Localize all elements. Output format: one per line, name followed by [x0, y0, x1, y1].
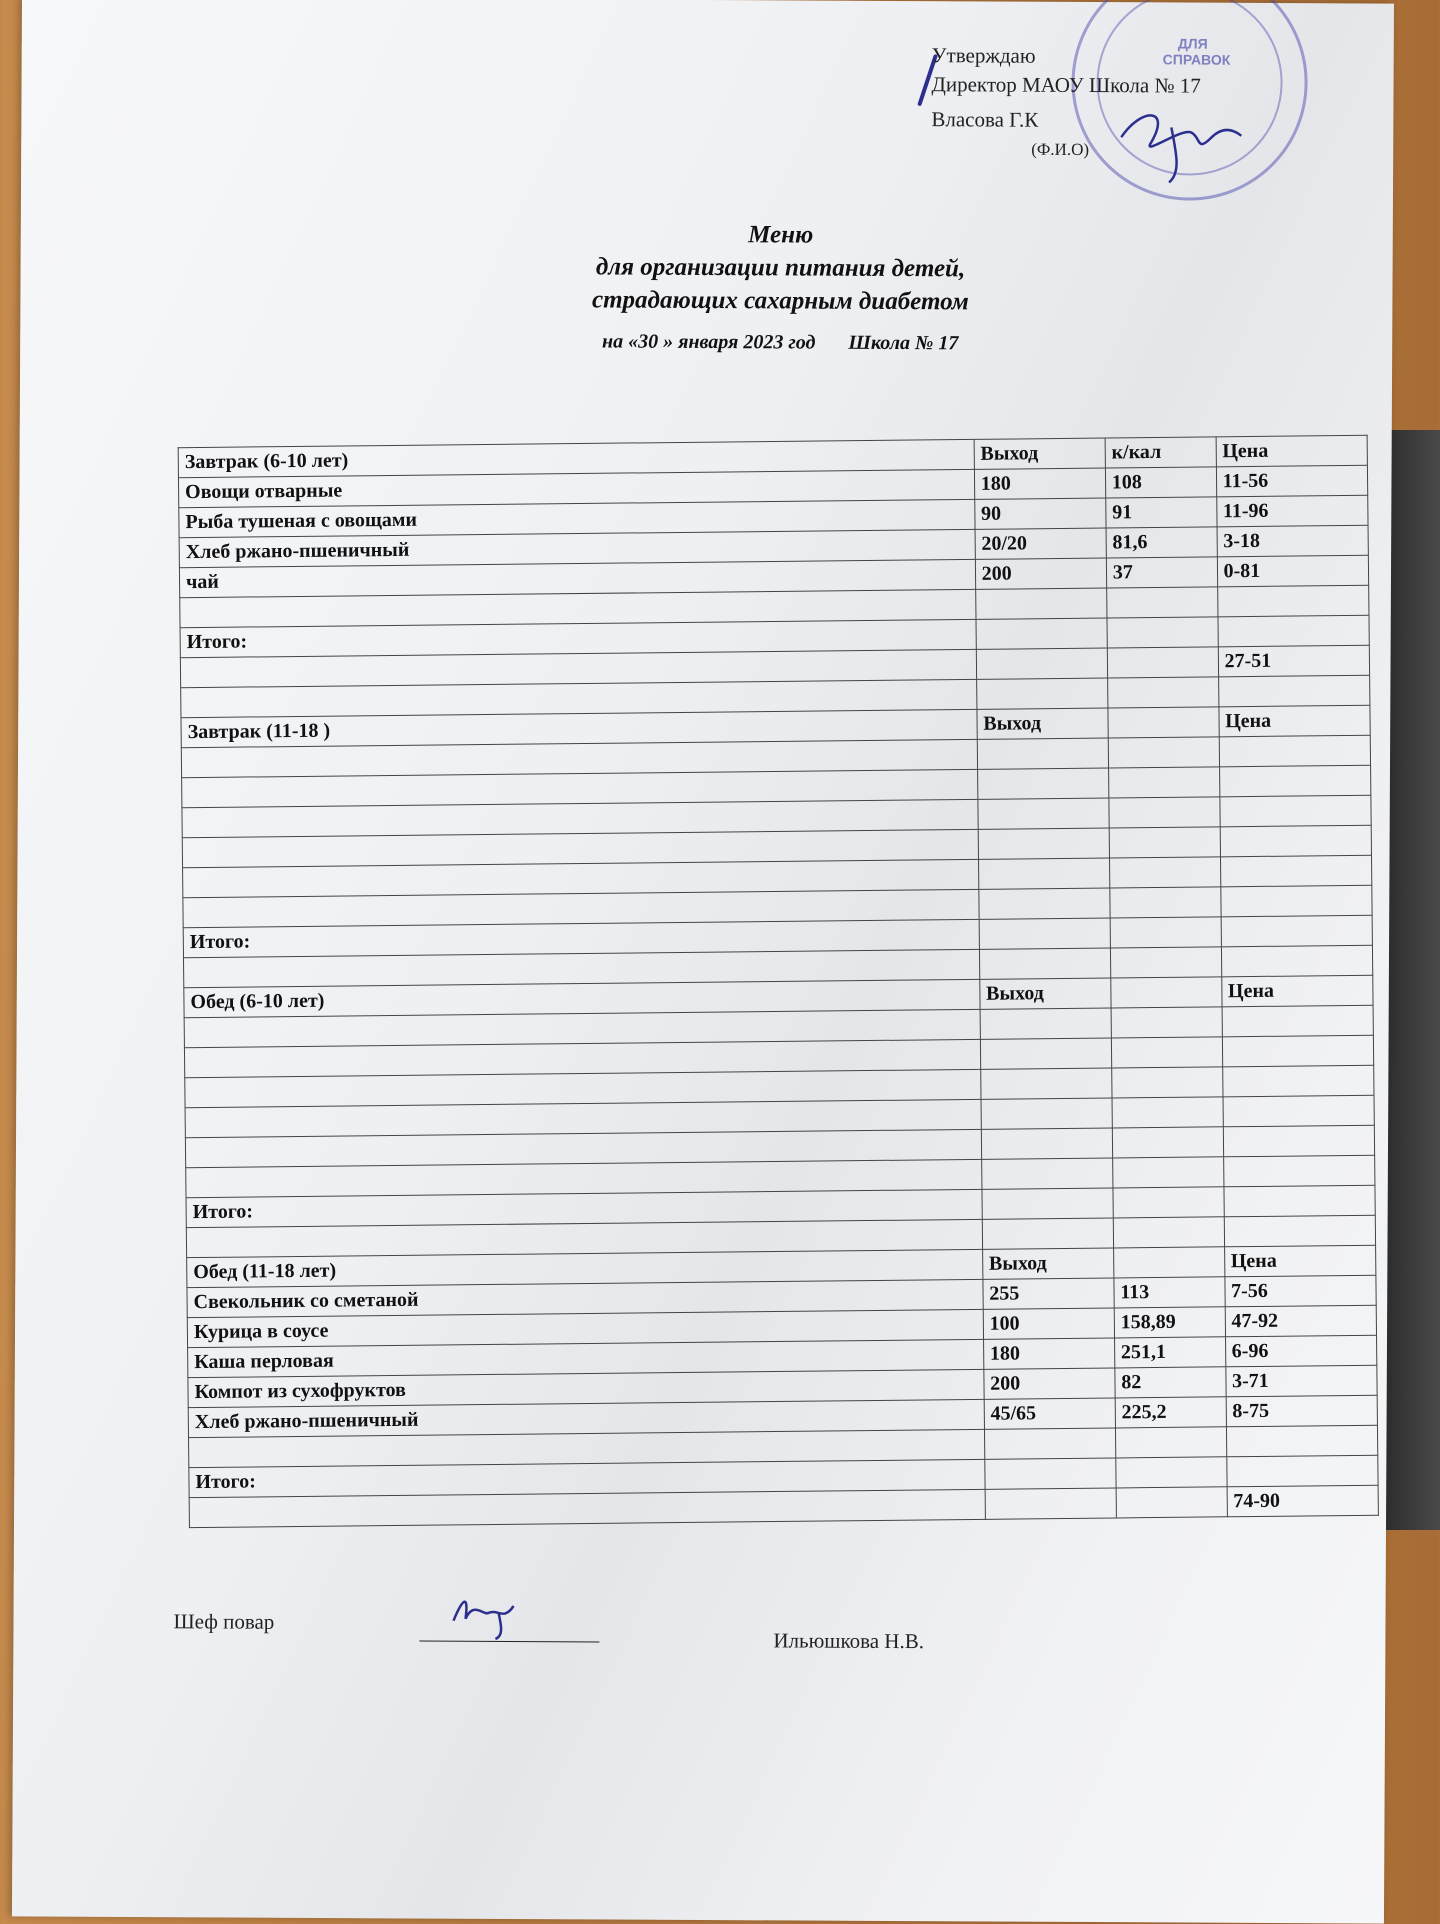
price-cell [1222, 1005, 1374, 1037]
dish-name-cell: Итого: [180, 619, 976, 657]
output-cell: Выход [979, 978, 1110, 1009]
dish-name-cell: Итого: [183, 919, 979, 957]
kcal-cell [1111, 1067, 1222, 1098]
output-cell [984, 1428, 1115, 1459]
kcal-cell [1110, 917, 1221, 948]
price-cell [1218, 675, 1370, 707]
kcal-cell: 108 [1105, 467, 1216, 498]
output-cell [980, 1038, 1111, 1069]
price-cell [1220, 855, 1372, 887]
price-cell: Цена [1216, 435, 1368, 467]
price-cell [1223, 1095, 1375, 1127]
output-cell [982, 1188, 1113, 1219]
dish-name-cell: Каша перловая [188, 1339, 984, 1377]
kcal-cell [1110, 947, 1221, 978]
price-cell [1218, 615, 1370, 647]
kcal-cell [1115, 1427, 1226, 1458]
output-cell [977, 738, 1108, 769]
kcal-cell [1116, 1487, 1227, 1518]
price-cell: 8-75 [1226, 1395, 1378, 1427]
chef-name: Ильюшкова Н.В. [773, 1628, 925, 1654]
output-cell [975, 588, 1106, 619]
price-cell [1222, 1035, 1374, 1067]
menu-date: на «30 » января 2023 год [601, 330, 816, 354]
price-cell: 3-71 [1225, 1365, 1377, 1397]
kcal-cell: 82 [1115, 1367, 1226, 1398]
output-cell: 100 [983, 1308, 1114, 1339]
kcal-cell [1113, 1217, 1224, 1248]
approval-line-3: Власова Г.К [931, 107, 1039, 132]
title-line-2: для организации питания детей, [595, 253, 966, 283]
price-cell [1221, 945, 1373, 977]
price-cell [1224, 1215, 1376, 1247]
signature-line [419, 1641, 599, 1643]
kcal-cell [1113, 1187, 1224, 1218]
output-cell [976, 618, 1107, 649]
output-cell: Выход [974, 438, 1105, 469]
dish-name-cell: Итого: [189, 1459, 985, 1497]
output-cell [977, 768, 1108, 799]
price-cell [1217, 585, 1369, 617]
dish-name-cell: Итого: [186, 1189, 982, 1227]
price-cell: 47-92 [1225, 1305, 1377, 1337]
kcal-cell [1106, 587, 1217, 618]
dish-name-cell: Завтрак (6-10 лет) [178, 439, 974, 477]
price-cell [1223, 1155, 1375, 1187]
output-cell [985, 1488, 1116, 1519]
output-cell [978, 828, 1109, 859]
output-cell [980, 1008, 1111, 1039]
kcal-cell: 158,89 [1114, 1307, 1225, 1338]
output-cell [976, 678, 1107, 709]
chef-label: Шеф повар [173, 1609, 275, 1634]
kcal-cell [1110, 887, 1221, 918]
output-cell: 200 [984, 1368, 1115, 1399]
kcal-cell: 113 [1114, 1277, 1225, 1308]
price-cell [1219, 765, 1371, 797]
price-cell [1226, 1425, 1378, 1457]
kcal-cell [1109, 857, 1220, 888]
approval-fio-label: (Ф.И.О) [1031, 139, 1090, 159]
output-cell [978, 858, 1109, 889]
output-cell: 90 [974, 498, 1105, 529]
dish-name-cell: чай [179, 559, 975, 597]
menu-table [178, 435, 1379, 1528]
footer [173, 1609, 1074, 1654]
kcal-cell [1109, 797, 1220, 828]
kcal-cell: 251,1 [1114, 1337, 1225, 1368]
kcal-cell [1111, 977, 1222, 1008]
dish-name-cell: Хлеб ржано-пшеничный [188, 1399, 984, 1437]
output-cell: 45/65 [984, 1398, 1115, 1429]
price-cell: 3-18 [1217, 525, 1369, 557]
output-cell [981, 1128, 1112, 1159]
output-cell [979, 918, 1110, 949]
chef-signature [443, 1591, 533, 1641]
price-cell [1226, 1455, 1378, 1487]
price-cell [1223, 1125, 1375, 1157]
dish-name-cell: Курица в соусе [187, 1309, 983, 1347]
kcal-cell: 81,6 [1106, 527, 1217, 558]
dish-name-cell: Овощи отварные [178, 469, 974, 507]
kcal-cell [1113, 1247, 1224, 1278]
stamp-text: ДЛЯ СПРАВОК [1162, 35, 1231, 68]
kcal-cell [1107, 677, 1218, 708]
date-line [400, 329, 1160, 356]
price-cell [1220, 885, 1372, 917]
dish-name-cell: Обед (6-10 лет) [184, 979, 980, 1017]
kcal-cell [1111, 1007, 1222, 1038]
output-cell: 20/20 [975, 528, 1106, 559]
kcal-cell [1108, 767, 1219, 798]
kcal-cell [1112, 1097, 1223, 1128]
kcal-cell [1108, 707, 1219, 738]
output-cell [979, 888, 1110, 919]
output-cell: Выход [977, 708, 1108, 739]
approval-line-1: Утверждаю [931, 43, 1036, 68]
output-cell: 255 [983, 1278, 1114, 1309]
menu-table-body [178, 435, 1378, 1527]
price-cell: 11-96 [1216, 495, 1368, 527]
output-cell [984, 1458, 1115, 1489]
school-name: Школа № 17 [848, 331, 959, 355]
output-cell: 200 [975, 558, 1106, 589]
output-cell: Выход [982, 1248, 1113, 1279]
output-cell [981, 1098, 1112, 1129]
document-page [12, 0, 1394, 1924]
output-cell [979, 948, 1110, 979]
dish-name-cell: Обед (11-18 лет) [187, 1249, 983, 1287]
price-cell: Цена [1224, 1245, 1376, 1277]
price-cell: Цена [1218, 705, 1370, 737]
output-cell [982, 1218, 1113, 1249]
kcal-cell: к/кал [1105, 437, 1216, 468]
kcal-cell: 37 [1106, 557, 1217, 588]
dish-name-cell: Компот из сухофруктов [188, 1369, 984, 1407]
kcal-cell [1107, 617, 1218, 648]
kcal-cell [1107, 647, 1218, 678]
dish-name-cell: Завтрак (11-18 ) [181, 709, 977, 747]
dish-name-cell: Хлеб ржано-пшеничный [179, 529, 975, 567]
price-cell: 11-56 [1216, 465, 1368, 497]
kcal-cell [1116, 1457, 1227, 1488]
approval-line-2: Директор МАОУ Школа № 17 [931, 72, 1201, 98]
dish-name-cell: Свекольник со сметаной [187, 1279, 983, 1317]
price-cell [1220, 825, 1372, 857]
kcal-cell [1111, 1037, 1222, 1068]
price-cell [1224, 1185, 1376, 1217]
dish-name-cell: Рыба тушеная с овощами [179, 499, 975, 537]
title-line-3: страдающих сахарным диабетом [591, 286, 969, 316]
kcal-cell: 91 [1106, 497, 1217, 528]
output-cell: 180 [983, 1338, 1114, 1369]
document-title [400, 216, 1161, 356]
output-cell [976, 648, 1107, 679]
output-cell: 180 [974, 468, 1105, 499]
director-signature [1111, 97, 1261, 188]
output-cell [981, 1158, 1112, 1189]
price-cell [1219, 795, 1371, 827]
price-cell: 0-81 [1217, 555, 1369, 587]
price-cell: 7-56 [1224, 1275, 1376, 1307]
kcal-cell [1112, 1157, 1223, 1188]
output-cell [978, 798, 1109, 829]
output-cell [980, 1068, 1111, 1099]
price-cell: Цена [1221, 975, 1373, 1007]
kcal-cell [1108, 737, 1219, 768]
kcal-cell [1112, 1127, 1223, 1158]
price-cell: 27-51 [1218, 645, 1370, 677]
price-cell [1221, 915, 1373, 947]
price-cell: 6-96 [1225, 1335, 1377, 1367]
price-cell [1219, 735, 1371, 767]
price-cell [1222, 1065, 1374, 1097]
kcal-cell: 225,2 [1115, 1397, 1226, 1428]
price-cell: 74-90 [1227, 1485, 1379, 1517]
kcal-cell [1109, 827, 1220, 858]
title-line-1: Меню [748, 221, 814, 249]
